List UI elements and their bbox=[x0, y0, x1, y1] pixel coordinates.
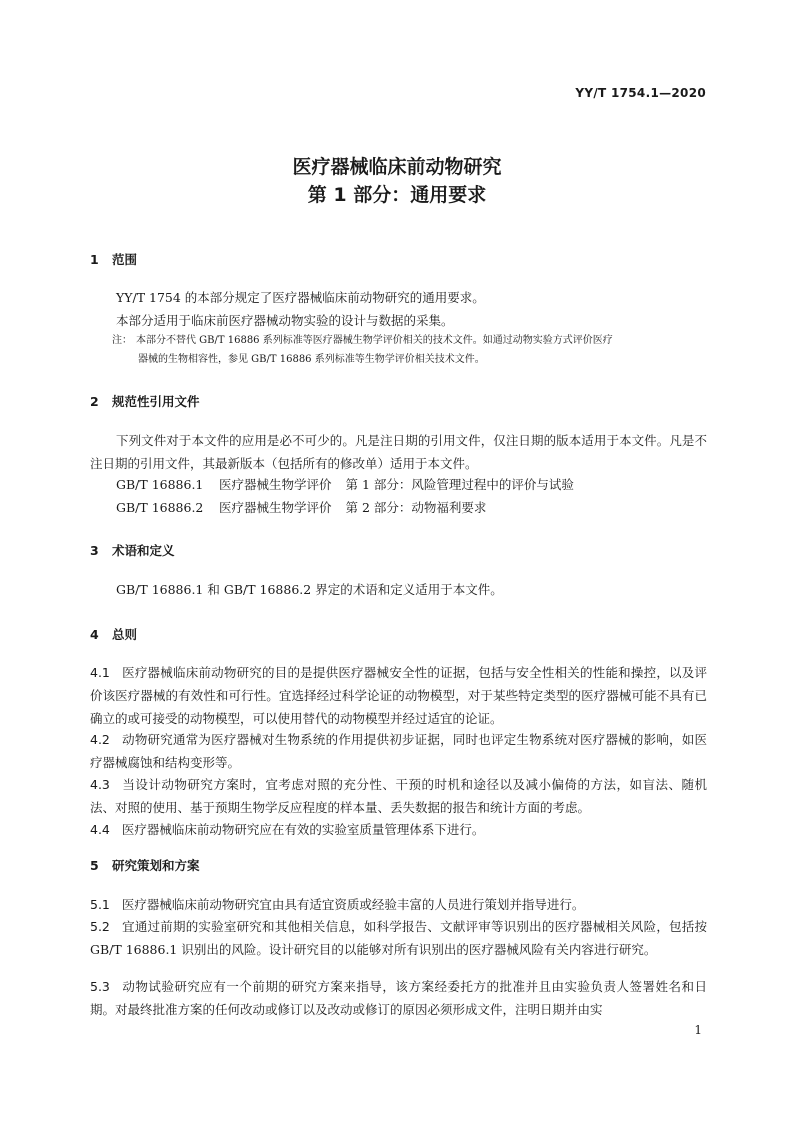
section-heading bbox=[90, 625, 137, 643]
section-number: 3 bbox=[90, 543, 99, 558]
document-title: 医疗器械临床前动物研究 bbox=[292, 156, 502, 178]
clause bbox=[90, 773, 707, 819]
paragraph: 下列文件对于本文件的应用是必不可少的。凡是注日期的引用文件，仅注日期的版本适用于本文件。凡是不注日期的引用文件，其最新版本（包括所有的修改单）适用于本文件。 bbox=[90, 433, 707, 471]
note bbox=[112, 331, 707, 369]
clause-number: 5.1 bbox=[90, 897, 110, 912]
clause bbox=[90, 975, 707, 1021]
clause bbox=[90, 818, 707, 841]
reference-part: 第 1 部分：风险管理过程中的评价与试验 bbox=[345, 477, 574, 492]
reference-part: 第 2 部分：动物福利要求 bbox=[345, 500, 487, 515]
paragraph: GB/T 16886.1 和 GB/T 16886.2 界定的术语和定义适用于本文件。 bbox=[116, 582, 503, 597]
clause-text: 动物研究通常为医疗器械对生物系统的作用提供初步证据，同时也评定生物系统对医疗器械的影响，如医疗器械腐蚀和结构变形等。 bbox=[90, 732, 707, 770]
section-heading bbox=[90, 856, 200, 874]
section-title: 术语和定义 bbox=[112, 543, 175, 558]
clause-number: 5.2 bbox=[90, 919, 110, 934]
reference-code: GB/T 16886.2 bbox=[116, 500, 204, 515]
note-text: 本部分不替代 GB/T 16886 系列标准等医疗器械生物学评价相关的技术文件。如通过动物实验方式评价医疗 bbox=[136, 335, 613, 346]
paragraph: 本部分适用于临床前医疗器械动物实验的设计与数据的采集。 bbox=[116, 313, 454, 328]
section-heading bbox=[90, 250, 137, 268]
reference-title: 医疗器械生物学评价 bbox=[219, 500, 332, 515]
section-title: 范围 bbox=[112, 252, 138, 267]
reference-title: 医疗器械生物学评价 bbox=[219, 477, 332, 492]
section-heading bbox=[90, 392, 200, 410]
clause-number: 4.4 bbox=[90, 822, 110, 837]
normative-reference bbox=[116, 496, 486, 519]
normative-reference bbox=[116, 473, 574, 496]
section-heading bbox=[90, 541, 175, 559]
section-number: 2 bbox=[90, 394, 99, 409]
clause-text: 当设计动物研究方案时，宜考虑对照的充分性、干预的时机和途径以及减小偏倚的方法，如盲法、随机法、对照的使用、基于预期生物学反应程度的样本量、丢失数据的报告和统计方面的考虑。 bbox=[90, 777, 707, 815]
section-number: 5 bbox=[90, 858, 99, 873]
section-title: 研究策划和方案 bbox=[112, 858, 200, 873]
clause bbox=[90, 893, 707, 916]
clause-text: 医疗器械临床前动物研究宜由具有适宜资质或经验丰富的人员进行策划并指导进行。 bbox=[121, 897, 585, 912]
page-number: 1 bbox=[694, 1023, 702, 1037]
section-number: 1 bbox=[90, 252, 99, 267]
clause-number: 4.3 bbox=[90, 777, 110, 792]
standard-number: YY/T 1754.1—2020 bbox=[575, 86, 706, 100]
section-title: 总则 bbox=[112, 627, 138, 642]
clause-text: 宜通过前期的实验室研究和其他相关信息，如科学报告、文献评审等识别出的医疗器械相关风险，包括按 GB/T 16886.1 识别出的风险。设计研究目的以能够对所有识别出的医疗器械风险有关内容进行研究。 bbox=[90, 919, 707, 957]
clause-number: 4.1 bbox=[90, 665, 110, 680]
clause-number: 5.3 bbox=[90, 979, 110, 994]
reference-code: GB/T 16886.1 bbox=[116, 477, 204, 492]
clause bbox=[90, 661, 707, 730]
section-title: 规范性引用文件 bbox=[112, 394, 200, 409]
note-text-continued: 器械的生物相容性，参见 GB/T 16886 系列标准等生物学评价相关技术文件。 bbox=[138, 354, 485, 365]
clause bbox=[90, 728, 707, 774]
clause-text: 医疗器械临床前动物研究的目的是提供医疗器械安全性的证据，包括与安全性相关的性能和操控，以及评价该医疗器械的有效性和可行性。宜选择经过科学论证的动物模型，对于某些特定类型的医疗器械可能不具有已确立的或可接受的动物模型，可以使用替代的动物模型并经过适宜的论证。 bbox=[90, 665, 707, 726]
clause-number: 4.2 bbox=[90, 732, 110, 747]
clause-text: 医疗器械临床前动物研究应在有效的实验室质量管理体系下进行。 bbox=[121, 822, 485, 837]
section-number: 4 bbox=[90, 627, 99, 642]
clause-text: 动物试验研究应有一个前期的研究方案来指导，该方案经委托方的批准并且由实验负责人签署姓名和日期。对最终批准方案的任何改动或修订以及改动或修订的原因必须形成文件，注明日期并由实 bbox=[90, 979, 707, 1017]
paragraph: YY/T 1754 的本部分规定了医疗器械临床前动物研究的通用要求。 bbox=[116, 290, 485, 305]
document-subtitle: 第 1 部分：通用要求 bbox=[307, 184, 487, 206]
note-label: 注： bbox=[112, 335, 132, 346]
clause bbox=[90, 915, 707, 961]
